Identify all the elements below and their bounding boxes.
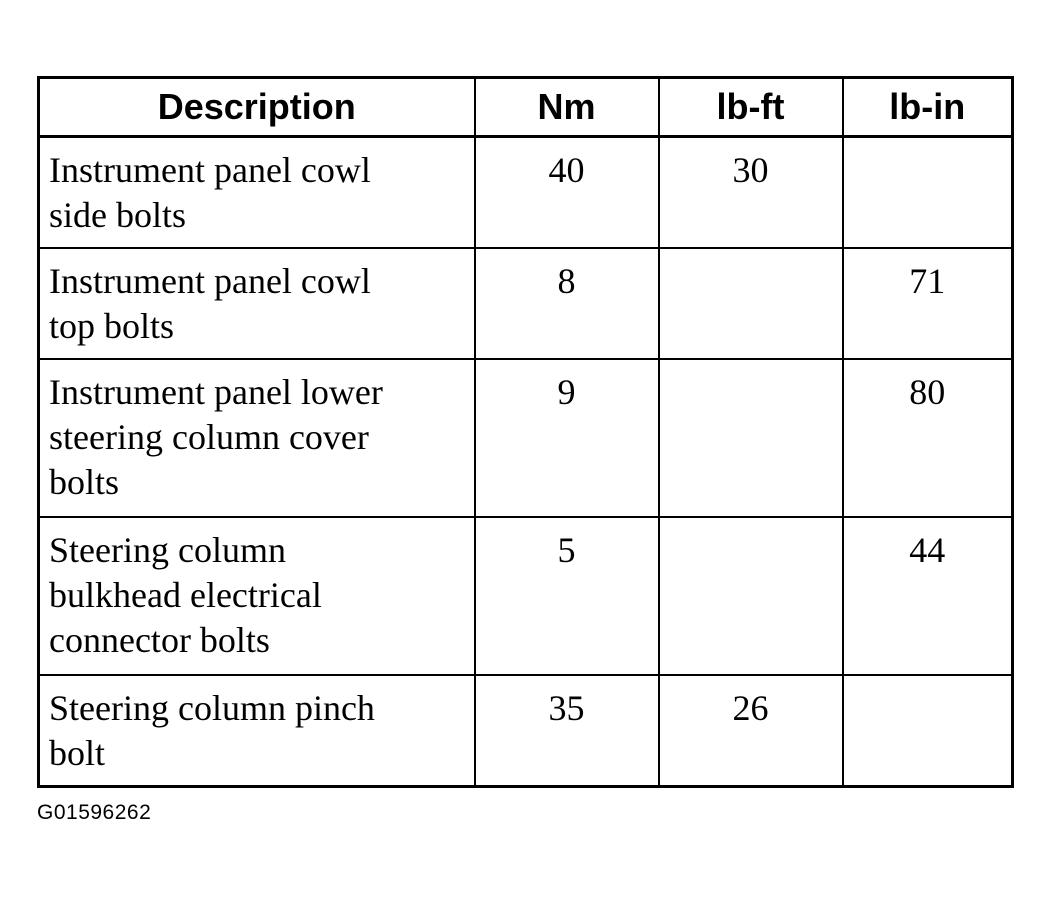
description-line: top bolts	[49, 306, 175, 346]
figure-id-label: G01596262	[37, 801, 152, 824]
description-cell	[39, 517, 475, 675]
lb-ft-cell	[659, 359, 843, 517]
nm-cell: 35	[475, 675, 659, 787]
lb-ft-cell	[659, 517, 843, 675]
description-line: bolt	[49, 733, 106, 773]
description-line: connector bolts	[49, 620, 270, 660]
lb-in-cell	[843, 137, 1013, 249]
table-row	[39, 137, 1013, 249]
nm-cell: 9	[475, 359, 659, 517]
table-row	[39, 248, 1013, 359]
table-body	[39, 137, 1013, 787]
table-row	[39, 675, 1013, 787]
description-line: bulkhead electrical	[49, 575, 322, 615]
description-line: side bolts	[49, 195, 187, 235]
header-lb-in: lb-in	[843, 78, 1013, 137]
nm-cell: 8	[475, 248, 659, 359]
nm-cell: 40	[475, 137, 659, 249]
lb-in-cell	[843, 675, 1013, 787]
nm-cell: 5	[475, 517, 659, 675]
description-cell	[39, 675, 475, 787]
description-cell	[39, 248, 475, 359]
lb-ft-cell: 26	[659, 675, 843, 787]
torque-spec-table	[37, 76, 1014, 788]
description-line: Instrument panel cowl	[49, 261, 371, 301]
lb-in-cell: 71	[843, 248, 1013, 359]
lb-in-cell: 44	[843, 517, 1013, 675]
header-lb-ft: lb-ft	[659, 78, 843, 137]
description-line: Instrument panel lower	[49, 372, 383, 412]
lb-in-cell: 80	[843, 359, 1013, 517]
description-line: Steering column pinch	[49, 688, 375, 728]
lb-ft-cell	[659, 248, 843, 359]
description-line: Instrument panel cowl	[49, 150, 371, 190]
header-nm: Nm	[475, 78, 659, 137]
table-header	[39, 78, 1013, 137]
header-description: Description	[39, 78, 475, 137]
description-cell	[39, 137, 475, 249]
description-line: Steering column	[49, 530, 286, 570]
description-line: bolts	[49, 462, 120, 502]
table-row	[39, 517, 1013, 675]
table-row	[39, 359, 1013, 517]
lb-ft-cell: 30	[659, 137, 843, 249]
header-row	[39, 78, 1013, 137]
description-line: steering column cover	[49, 417, 369, 457]
description-cell	[39, 359, 475, 517]
